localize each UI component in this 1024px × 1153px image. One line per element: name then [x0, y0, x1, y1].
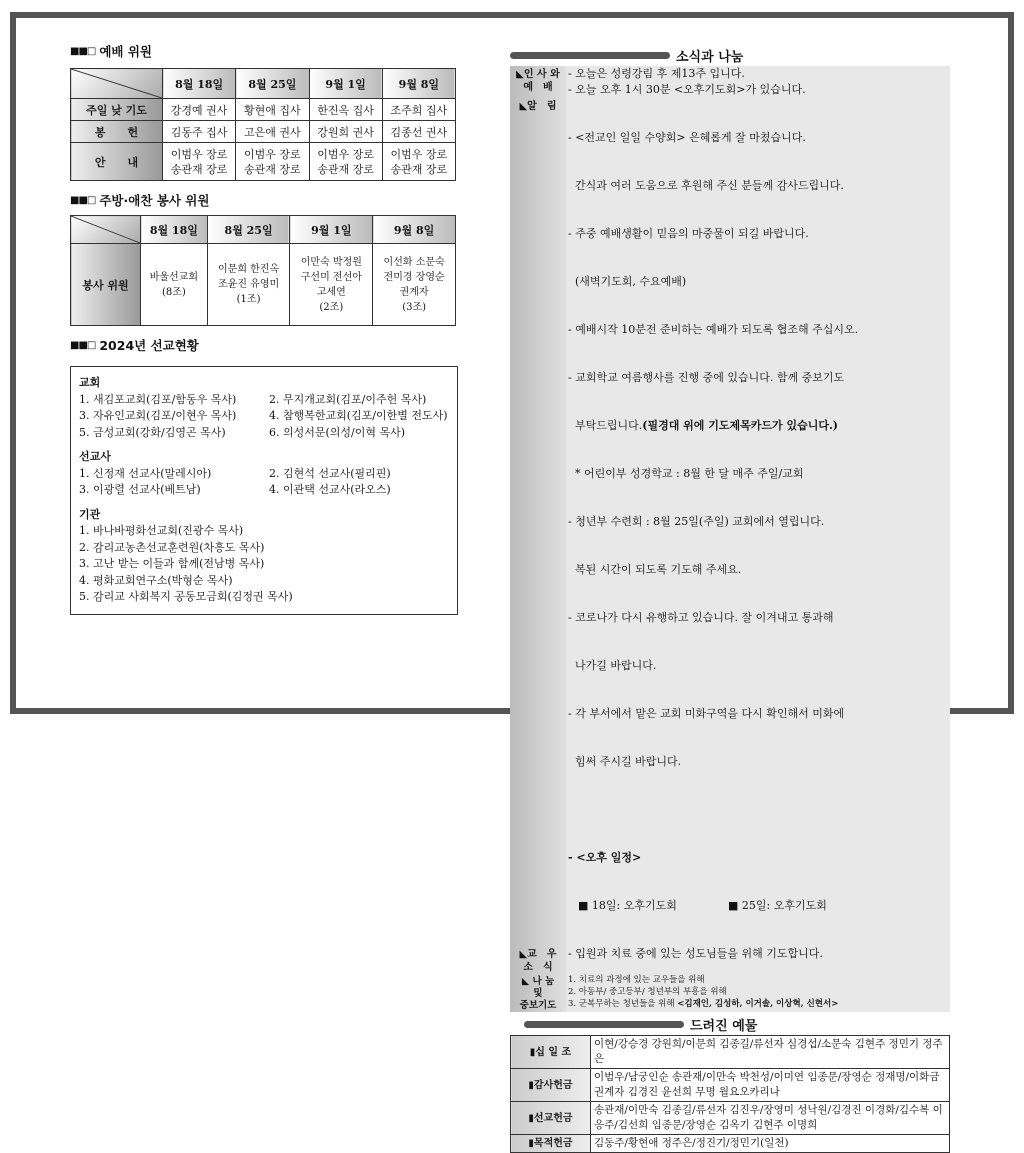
invite-row: ◣인 사 와 예 배 - 오늘은 성령강림 후 제13주 입니다. - 오늘 오후 1시 30분 <오후기도회>가 있습니다. — [510, 66, 950, 98]
worship-cell: 이범우 장로 송관재 장로 — [163, 143, 236, 181]
worship-cell: 조주희 집사 — [382, 99, 455, 121]
table-corner — [71, 216, 141, 244]
section-bullet-icon: ■■□ — [70, 339, 96, 351]
worship-cell: 이범우 장로 송관재 장로 — [382, 143, 455, 181]
org-item: 4. 평화교회연구소(박형순 목사) — [79, 573, 233, 587]
worship-row-label: 안 내 — [71, 143, 163, 181]
title-bar-icon — [524, 1021, 684, 1028]
gift-label: ▮선교헌금 — [511, 1102, 591, 1135]
worship-row-label: 봉 헌 — [71, 121, 163, 143]
worship-row-label: 주일 낮 기도 — [71, 99, 163, 121]
kitchen-section-title: ■■□ 주방·애찬 봉사 위원 — [70, 193, 210, 208]
kitchen-header: 9월 8일 — [373, 216, 456, 244]
worship-table — [70, 68, 456, 181]
notice-bold: (필경대 위에 기도제목카드가 있습니다.) — [642, 419, 838, 432]
org-item: 2. 감리교농촌선교훈련원(차흥도 목사) — [79, 540, 265, 554]
kitchen-header: 8월 18일 — [141, 216, 208, 244]
member-label: ◣교 우 소 식 — [510, 946, 566, 974]
kitchen-table — [70, 215, 456, 326]
gift-names: 이범우/남궁인순 송관재/이만숙 박천성/이미연 임종문/장영순 정재명/이화금 권계자 김경진 윤선희 무명 월요오카리나 — [591, 1069, 950, 1102]
worship-cell: 한진옥 집사 — [309, 99, 382, 121]
news-section-title: 소식과 나눔 — [510, 46, 956, 64]
worship-cell: 김동주 집사 — [163, 121, 236, 143]
worship-section-title: ■■□ 예배 위원 — [70, 44, 153, 59]
missionary-group-title: 선교사 — [79, 450, 111, 463]
org-item: 3. 고난 받는 이들과 함께(전남병 목사) — [79, 557, 265, 570]
kitchen-row-label: 봉사 위원 — [71, 244, 141, 326]
worship-cell: 이범우 장로 송관재 장로 — [236, 143, 309, 181]
worship-cell: 고은애 권사 — [236, 121, 309, 143]
worship-header: 8월 25일 — [236, 69, 309, 99]
org-group-title: 기관 — [79, 507, 101, 521]
worship-cell: 김종선 권사 — [382, 121, 455, 143]
kitchen-header: 8월 25일 — [207, 216, 290, 244]
table-corner — [71, 69, 163, 99]
gift-names: 김동주/황현애 정주은/정진기/정민기(일천) — [591, 1135, 950, 1153]
org-item: 5. 감리교 사회복지 공동모금회(김정권 목사) — [79, 590, 293, 603]
member-row: ◣교 우 소 식 - 입원과 치료 중에 있는 성도님들을 위해 기도합니다. — [510, 946, 950, 974]
mission-box — [70, 366, 458, 615]
gift-names: 송관재/이만숙 김종길/류선자 김진우/장영미 성낙원/김경진 이경화/김수복 이응주/김선희 임종문/장영순 김옥기 김현주 이명희 — [591, 1102, 950, 1135]
worship-cell: 강경예 권사 — [163, 99, 236, 121]
church-group-title: 교회 — [79, 376, 101, 389]
share-bold: <김재인, 김성하, 이거솔, 이상혁, 신현서> — [677, 999, 839, 1009]
gift-label: ▮십 일 조 — [511, 1036, 591, 1069]
left-column — [70, 28, 470, 615]
church-row: 5. 금성교회(강화/김영곤 목사) 6. 의성서문(의성/이혁 목사) — [79, 425, 406, 439]
missionary-row: 3. 이광렬 선교사(베트남) 4. 이관택 선교사(라오스) — [79, 483, 391, 496]
share-row: ◣ 나 눔 및 중보기도 1. 치료의 과정에 있는 교우들을 위해 2. 아동부/ 중고등부/ 청년부의 부흥을 위해 3. 군복무하는 청년들을 위해 <김재인, 김성하, 이거솔, 이상혁, 신현서> — [510, 974, 950, 1012]
schedule-title: - <오후 일정> — [568, 851, 642, 864]
kitchen-cell: 이선화 소문숙 전미경 장영순 권계자 (3조) — [373, 244, 456, 326]
gift-names: 이현/강승경 강원희/이문희 김종길/류선자 심경섭/소문숙 김현주 정민기 정주은 — [591, 1036, 950, 1069]
mission-section-title: ■■□ 2024년 선교현황 — [70, 338, 199, 353]
church-row: 3. 자유인교회(김포/이현우 목사) 4. 참행복한교회(김포/이한별 전도사) — [79, 409, 448, 422]
worship-header: 8월 18일 — [163, 69, 236, 99]
kitchen-header: 9월 1일 — [290, 216, 373, 244]
worship-header: 9월 1일 — [309, 69, 382, 99]
worship-header: 9월 8일 — [382, 69, 455, 99]
worship-cell: 강원희 권사 — [309, 121, 382, 143]
kitchen-cell: 바울선교회 (8조) — [141, 244, 208, 326]
org-item: 1. 바나바평화선교회(진광수 목사) — [79, 524, 244, 537]
kitchen-cell: 이만숙 박정원 구선미 전선아 고세연 (2조) — [290, 244, 373, 326]
invite-label: ◣인 사 와 예 배 — [510, 66, 566, 98]
title-bar-icon — [510, 52, 670, 59]
notice-row: ◣알 림 - <전교인 일일 수양회> 은혜롭게 잘 마쳤습니다. 간식과 여러 도움으로 후원해 주신 분들께 감사드립니다. - 주중 예배생활이 믿음의 마중물이 되길 바랍니다. (새벽기도회, 수요예배) - 예배시작 10분전 준비하는 예배가 되도록 협조해 주십시오. - 교회학교 여름행사를 진행 중에 있습니다. 함께 중보기도 부탁드립니다.(필경대 위에 기도제목카드가 있습니다.) * 어린이부 성경학교 : 8월 한 달 매주 주일/교회 - 청년부 수련회 : 8월 25일(주일) 교회에서 열립니다. 복된 시간이 되도록 기도해 주세요. - 코로나가 다시 유행하고 있습니다. 잘 이겨내고 통과해 나가길 바랍니다. - 각 부서에서 맡은 교회 미화구역을 다시 확인해서 미화에 힘써 주시길 바랍니다. - <오후 일정> ■ 18일: 오후기도회 ■ 25일: 오후기도회 — [510, 98, 950, 946]
section-bullet-icon: ■■□ — [70, 45, 96, 57]
worship-cell: 이범우 장로 송관재 장로 — [309, 143, 382, 181]
right-column — [510, 28, 956, 1153]
share-label: ◣ 나 눔 및 중보기도 — [510, 974, 566, 1012]
church-row: 1. 새김포교회(김포/함동우 목사) 2. 무지개교회(김포/이주헌 목사) — [79, 392, 427, 406]
news-panel — [510, 66, 950, 1012]
section-bullet-icon: ■■□ — [70, 194, 96, 206]
notice-label: ◣알 림 — [510, 98, 566, 946]
missionary-row: 1. 신정재 선교사(말레시아) 2. 김현석 선교사(필리핀) — [79, 466, 391, 480]
gift-label: ▮감사헌금 — [511, 1069, 591, 1102]
gift-label: ▮목적헌금 — [511, 1135, 591, 1153]
kitchen-cell: 이문희 한진옥 조윤진 유영미 (1조) — [207, 244, 290, 326]
gift-table — [510, 1035, 950, 1153]
worship-cell: 황현애 집사 — [236, 99, 309, 121]
gift-section-title: 드려진 예물 — [524, 1015, 956, 1033]
